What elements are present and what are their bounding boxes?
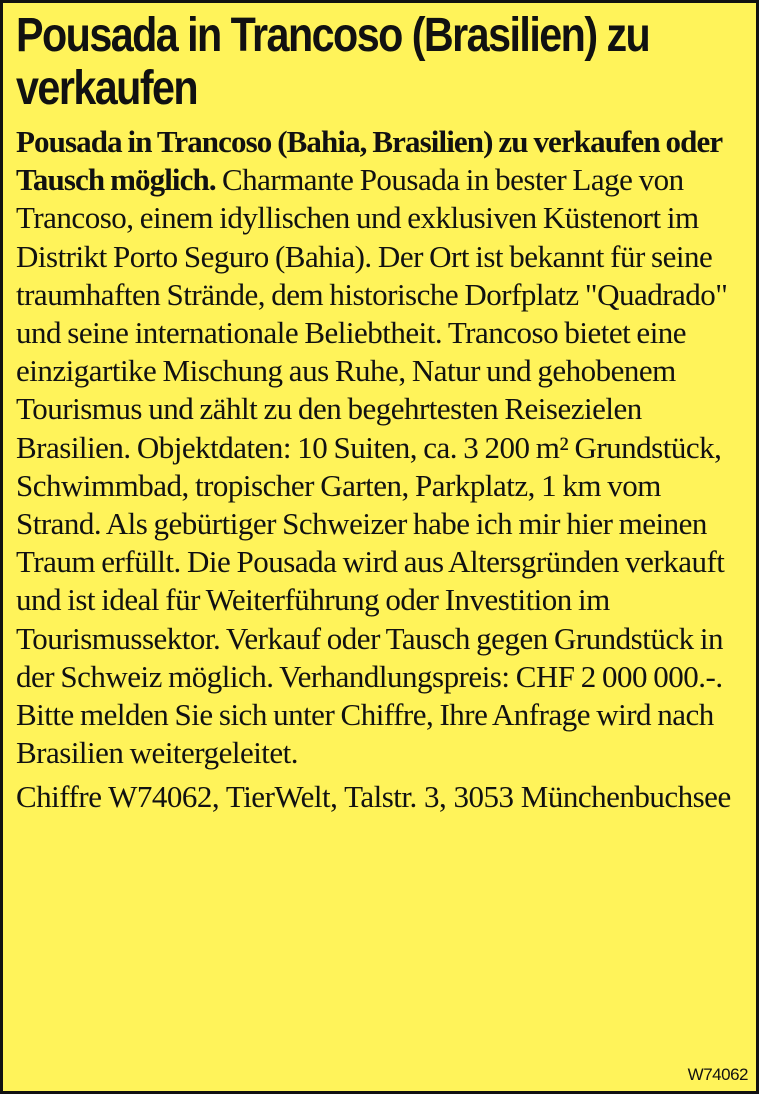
ad-contact: Chiffre W74062, TierWelt, Talstr. 3, 3053 Münchenbuchsee [16,779,731,815]
ad-lead: Pousada in Trancoso (Bahia, Brasilien) zu verkaufen oder Tausch möglich. [16,124,722,198]
ad-description: Charmante Pousada in bester Lage von Trancoso, einem idyllischen und exklusiven Küstenort im Distrikt Porto Seguro (Bahia). Der Ort ist bekannt für seine traumhaften Strände, dem historische Dorfplatz "Quadrado" und seine internationale Beliebtheit. Trancoso bietet eine einzigartike Mischung aus Ruhe, Natur und gehobenem Tourismus und zählt zu den begehrtesten Reisezielen Brasilien. Objektdaten: 10 Suiten, ca. 3 200 m² Grundstück, Schwimmbad, tropischer Garten, Parkplatz, 1 km vom Strand. Als gebürtiger Schweizer habe ich mir hier meinen Traum erfüllt. Die Pousada wird aus Altersgründen verkauft und ist ideal für Weiterführung oder Investition im Tourismussektor. Verkauf oder Tausch gegen Grundstück in der Schweiz möglich. Verhandlungspreis: CHF 2 000 000.-. Bitte melden Sie sich unter Chiffre, Ihre Anfrage wird nach Brasilien weitergeleitet. [16,162,728,771]
ad-reference-code: W74062 [687,1065,748,1084]
ad-headline: Pousada in Trancoso (Brasilien) zu verkaufen [16,9,650,115]
ad-body [16,123,744,772]
